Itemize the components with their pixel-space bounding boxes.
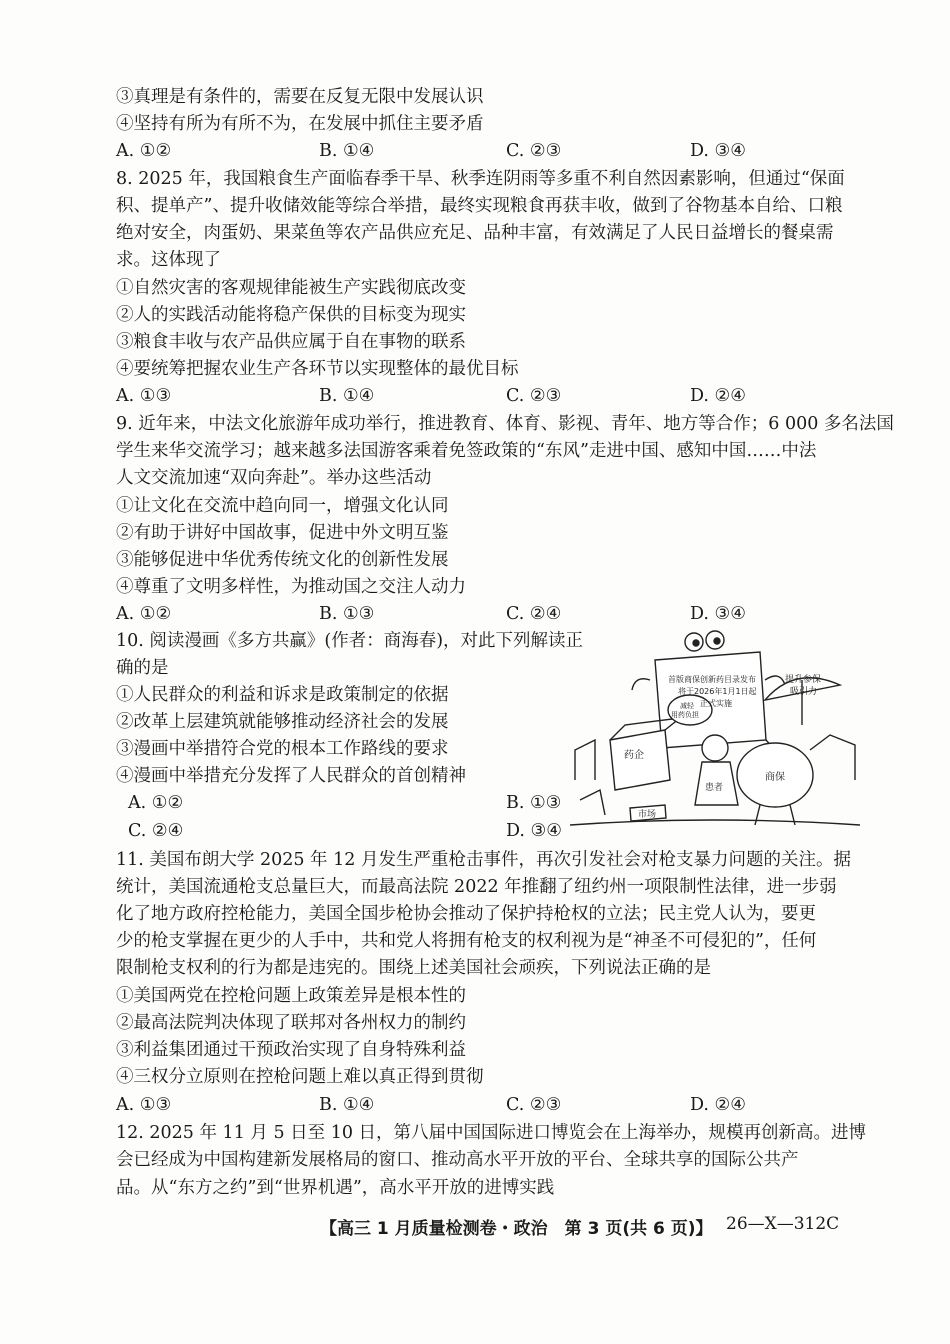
q11-statement-4: ④三权分立原则在控枪问题上难以真正得到贯彻: [116, 1067, 484, 1087]
cartoon-sign-line-1: 首版商保创新药目录发布: [668, 675, 756, 684]
q11-statement-1: ①美国两党在控枪问题上政策差异是根本性的: [116, 986, 466, 1006]
q11-statement-3: ③利益集团通过干预政治实现了自身特殊利益: [116, 1040, 466, 1060]
q7-statement-3: ③真理是有条件的，需要在反复无限中发展认识: [116, 87, 484, 107]
q7-options: [116, 138, 816, 165]
cartoon-duofang-gongying: [570, 630, 860, 835]
q11-stem-line-3: 化了地方政府控枪能力，美国全国步枪协会推动了保护持枪权的立法；民主党人认为，要更: [116, 904, 816, 924]
q11-stem-line-2: 统计，美国流通枪支总量巨大，而最高法院 2022 年推翻了纽约州一项限制性法律，进一步弱: [116, 877, 837, 897]
q8-statement-2: ②人的实践活动能将稳产保供的目标变为现实: [116, 305, 466, 325]
q10-option-a: A. ①②: [128, 793, 184, 813]
q8-stem-line-4: 求。这体现了: [116, 250, 221, 270]
q11-stem-line-5: 限制枪支权利的行为都是违宪的。围绕上述美国社会顽疾，下列说法正确的是: [116, 958, 711, 978]
q8-options: [116, 383, 816, 410]
cartoon-sign-line-2: 将于2026年1月1日起: [678, 687, 757, 696]
q11-stem-line-1: 11. 美国布朗大学 2025 年 12 月发生严重枪击事件，再次引发社会对枪支暴力问题的关注。据: [116, 850, 851, 870]
q9-statement-4: ④尊重了文明多样性，为推动国之交注人动力: [116, 577, 466, 597]
q8-option-d: D. ②④: [690, 386, 746, 406]
cartoon-label-drug-company: 药企: [624, 750, 644, 761]
q9-stem-line-1: 9. 近年来，中法文化旅游年成功举行，推进教育、体育、影视、青年、地方等合作；6 000 多名法国: [116, 414, 894, 434]
q10-statement-2: ②改革上层建筑就能够推动经济社会的发展: [116, 712, 449, 732]
q10-statement-3: ③漫画中举措符合党的根本工作路线的要求: [116, 739, 449, 759]
q11-stem-line-4: 少的枪支掌握在更少的人手中，共和党人将拥有枪支的权利视为是“神圣不可侵犯的”，任何: [116, 931, 817, 951]
q12-stem-line-1: 12. 2025 年 11 月 5 日至 10 日，第八届中国国际进口博览会在上海举办，规模再创新高。进博: [116, 1123, 867, 1143]
paper-code: 26—X—312C: [726, 1214, 840, 1234]
page-footer-title: 【高三 1 月质量检测卷・政治 第 3 页(共 6 页)】: [320, 1219, 713, 1239]
q10-option-d: D. ③④: [506, 821, 562, 841]
q12-stem-line-3: 品。从“东方之约”到“世界机遇”，高水平开放的进博实践: [116, 1178, 555, 1198]
cartoon-bubble-line-1: 减轻: [680, 702, 694, 710]
q10-stem-line-2: 确的是: [116, 658, 169, 678]
q10-option-c: C. ②④: [128, 821, 184, 841]
cartoon-umbrella-line-2: 吸引力: [790, 687, 818, 697]
q10-option-b: B. ①③: [506, 793, 562, 813]
q10-statement-4: ④漫画中举措充分发挥了人民群众的首创精神: [116, 766, 466, 786]
q8-statement-4: ④要统筹把握农业生产各环节以实现整体的最优目标: [116, 359, 519, 379]
q11-statement-2: ②最高法院判决体现了联邦对各州权力的制约: [116, 1013, 466, 1033]
q9-option-d: D. ③④: [690, 604, 746, 624]
cartoon-sign-line-3: 正式实施: [700, 699, 732, 708]
q9-stem-line-3: 人文交流加速“双向奔赴”。举办这些活动: [116, 468, 432, 488]
q8-statement-1: ①自然灾害的客观规律能被生产实践彻底改变: [116, 278, 466, 298]
cartoon-label-patient: 患者: [705, 783, 724, 793]
q10-stem-line-1: 10. 阅读漫画《多方共赢》(作者：商海春)，对此下列解读正: [116, 631, 584, 651]
q11-option-b: B. ①④: [319, 1095, 375, 1115]
q8-statement-3: ③粮食丰收与农产品供应属于自在事物的联系: [116, 332, 466, 352]
q8-stem-line-1: 8. 2025 年，我国粮食生产面临春季干旱、秋季连阴雨等多重不利自然因素影响，但通过“保面: [116, 169, 845, 189]
q12-stem-line-2: 会已经成为中国构建新发展格局的窗口、推动高水平开放的平台、全球共享的国际公共产: [116, 1150, 799, 1170]
cartoon-label-insurance: 商保: [765, 772, 785, 783]
q7-statement-4: ④坚持有所为有所不为，在发展中抓住主要矛盾: [116, 114, 484, 134]
q9-options: [116, 601, 816, 628]
q11-option-c: C. ②③: [506, 1095, 562, 1115]
q11-options: [116, 1092, 816, 1119]
q10-statement-1: ①人民群众的利益和诉求是政策制定的依据: [116, 685, 449, 705]
q9-option-c: C. ②④: [506, 604, 562, 624]
q7-option-b: B. ①④: [319, 141, 375, 161]
q7-option-c: C. ②③: [506, 141, 562, 161]
q11-option-d: D. ②④: [690, 1095, 746, 1115]
q9-option-b: B. ①③: [319, 604, 375, 624]
q11-option-a: A. ①③: [116, 1095, 172, 1115]
q8-option-b: B. ①④: [319, 386, 375, 406]
cartoon-label-market: 市场: [638, 810, 657, 820]
q8-stem-line-3: 绝对安全，肉蛋奶、果菜鱼等农产品供应充足、品种丰富，有效满足了人民日益增长的餐桌需: [116, 223, 834, 243]
q9-statement-2: ②有助于讲好中国故事，促进中外文明互鉴: [116, 523, 449, 543]
cartoon-bubble-line-2: 用药负担: [671, 711, 699, 719]
q8-option-a: A. ①③: [116, 386, 172, 406]
q9-stem-line-2: 学生来华交流学习；越来越多法国游客乘着免签政策的“东风”走进中国、感知中国……中法: [116, 441, 817, 461]
q8-stem-line-2: 积、提单产”、提升收储效能等综合举措，最终实现粮食再获丰收，做到了谷物基本自给、口粮: [116, 196, 843, 216]
cartoon-umbrella-line-1: 提升参保: [785, 675, 822, 685]
q8-option-c: C. ②③: [506, 386, 562, 406]
q7-option-a: A. ①②: [116, 141, 172, 161]
q9-statement-3: ③能够促进中华优秀传统文化的创新性发展: [116, 550, 449, 570]
q9-option-a: A. ①②: [116, 604, 172, 624]
q7-option-d: D. ③④: [690, 141, 746, 161]
q9-statement-1: ①让文化在交流中趋向同一，增强文化认同: [116, 496, 449, 516]
